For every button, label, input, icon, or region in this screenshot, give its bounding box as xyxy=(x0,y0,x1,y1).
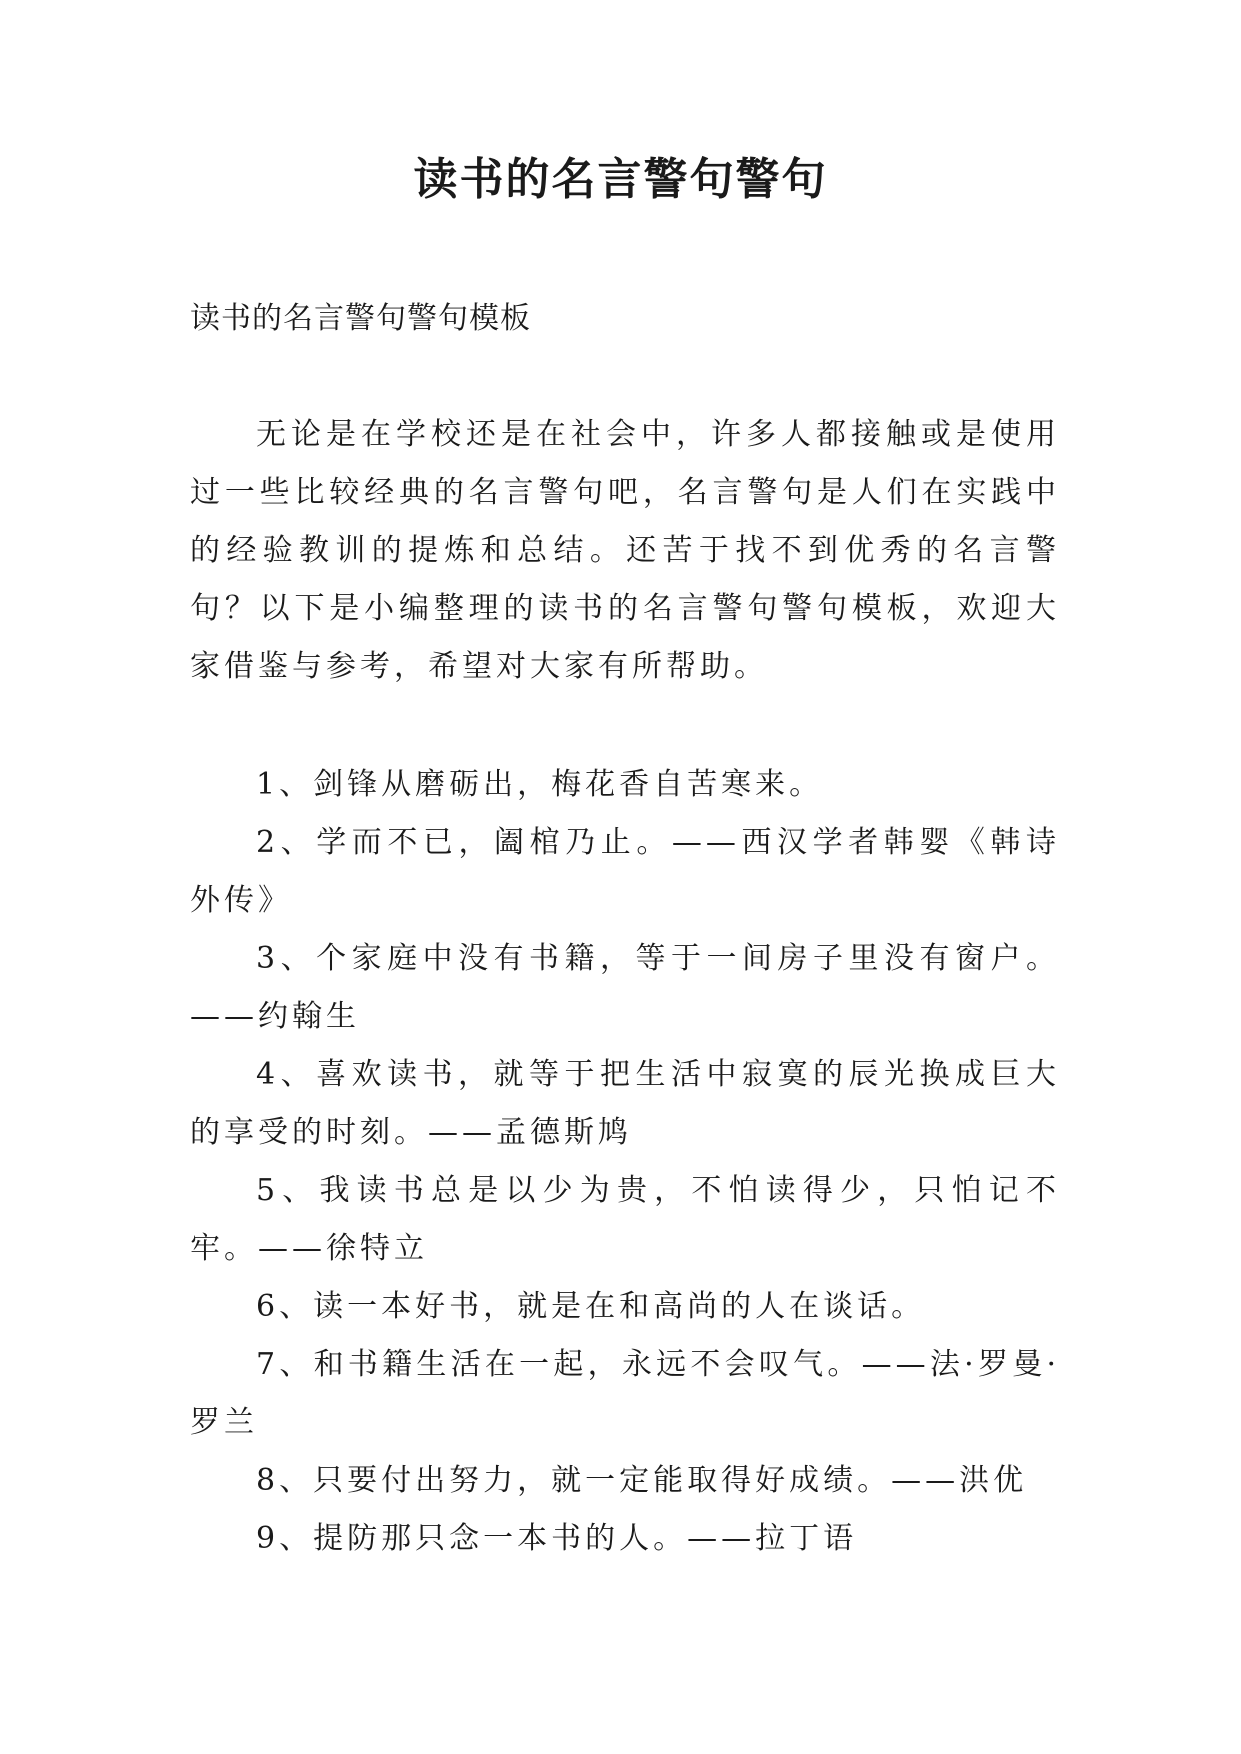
quote-item: 2、学而不已，阖棺乃止。——西汉学者韩婴《韩诗外传》 xyxy=(190,825,1060,918)
quote-item: 4、喜欢读书，就等于把生活中寂寞的辰光换成巨大的享受的时刻。——孟德斯鸠 xyxy=(190,1057,1060,1150)
quote-list xyxy=(190,756,1060,1568)
quote-item: 9、提防那只念一本书的人。——拉丁语 xyxy=(256,1521,858,1556)
quote-item: 1、剑锋从磨砺出，梅花香自苦寒来。 xyxy=(256,767,824,802)
quote-item: 6、读一本好书，就是在和高尚的人在谈话。 xyxy=(256,1289,926,1324)
document-subtitle: 读书的名言警句警句模板 xyxy=(190,301,531,336)
quote-item: 3、个家庭中没有书籍，等于一间房子里没有窗户。——约翰生 xyxy=(190,941,1060,1034)
quote-item: 7、和书籍生活在一起，永远不会叹气。——法·罗曼·罗兰 xyxy=(190,1347,1060,1440)
quote-item: 8、只要付出努力，就一定能取得好成绩。——洪优 xyxy=(256,1463,1028,1498)
page-title: 读书的名言警句警句 xyxy=(413,154,828,205)
quote-item: 5、我读书总是以少为贵，不怕读得少，只怕记不牢。——徐特立 xyxy=(190,1173,1060,1266)
intro-paragraph: 无论是在学校还是在社会中，许多人都接触或是使用过一些比较经典的名言警句吧，名言警句是人们在实践中的经验教训的提炼和总结。还苦于找不到优秀的名言警句？以下是小编整理的读书的名言警句警句模板，欢迎大家借鉴与参考，希望对大家有所帮助。 xyxy=(190,417,1060,684)
